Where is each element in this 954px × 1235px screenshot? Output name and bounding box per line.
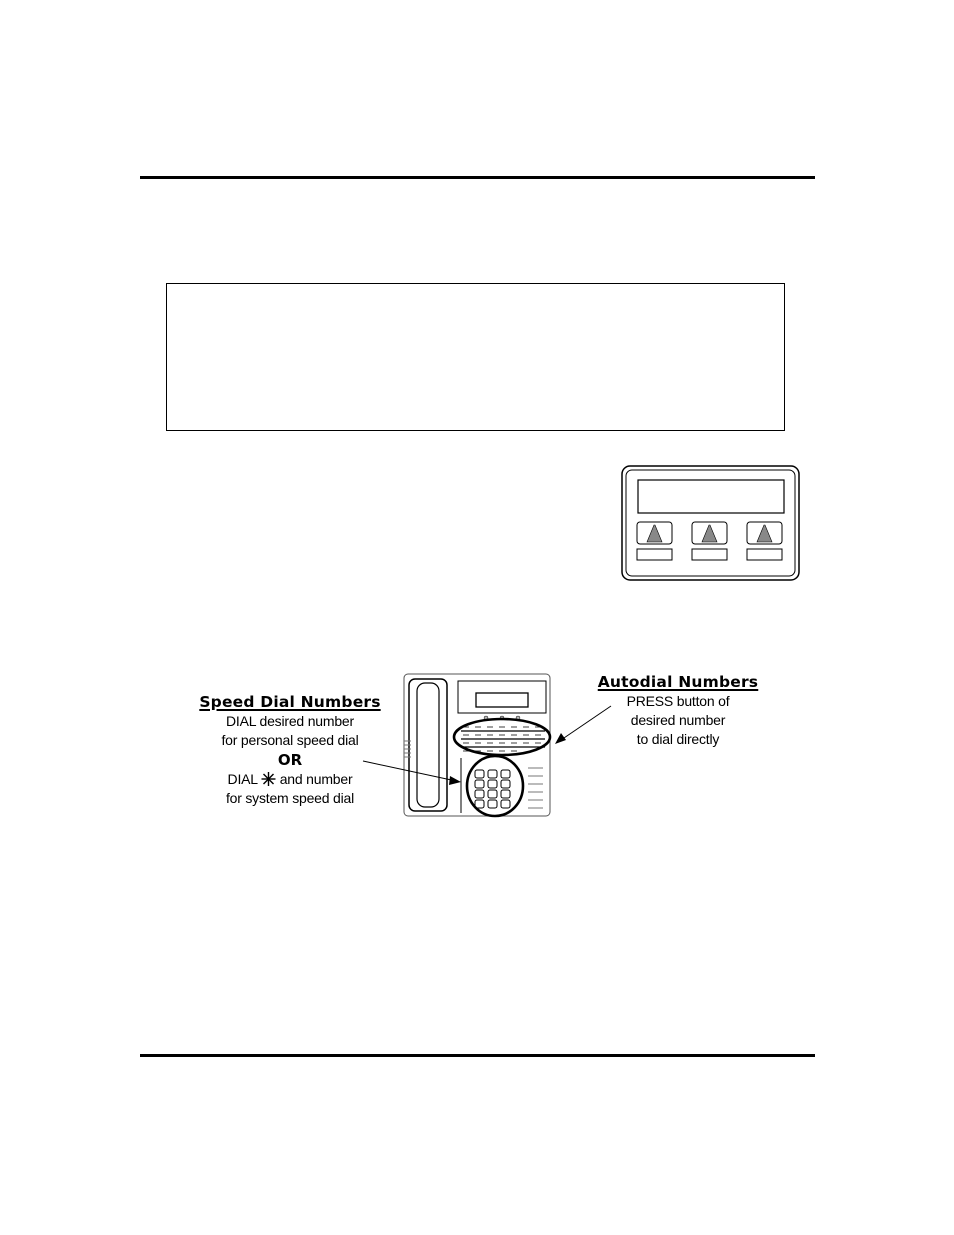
speed-dial-line-3-suffix: and number	[276, 771, 353, 787]
autodial-heading: Autodial Numbers	[597, 673, 759, 691]
speed-dial-line-2: for personal speed dial	[221, 732, 359, 748]
speed-dial-heading: Speed Dial Numbers	[199, 693, 381, 711]
autodial-callout	[588, 673, 768, 749]
display-panel-illustration	[621, 465, 801, 583]
footer-rule	[140, 1054, 815, 1057]
speed-dial-line-3-prefix: DIAL	[227, 771, 262, 787]
header-rule	[140, 176, 815, 179]
soft-key-1	[637, 522, 672, 560]
speed-dial-line-1: DIAL desired number	[226, 713, 354, 729]
autodial-line-2: desired number	[630, 712, 726, 728]
speed-dial-or: OR	[277, 751, 303, 769]
speed-dial-line-4: for system speed dial	[225, 790, 355, 806]
note-box	[166, 283, 785, 431]
autodial-line-1: PRESS button of	[626, 693, 730, 709]
speed-dial-line-3	[190, 770, 390, 789]
telephone-illustration	[403, 673, 553, 818]
soft-key-3	[747, 522, 782, 560]
asterisk-icon	[261, 772, 276, 786]
autodial-line-3: to dial directly	[636, 731, 720, 747]
speed-dial-callout	[190, 693, 390, 808]
soft-key-2	[692, 522, 727, 560]
